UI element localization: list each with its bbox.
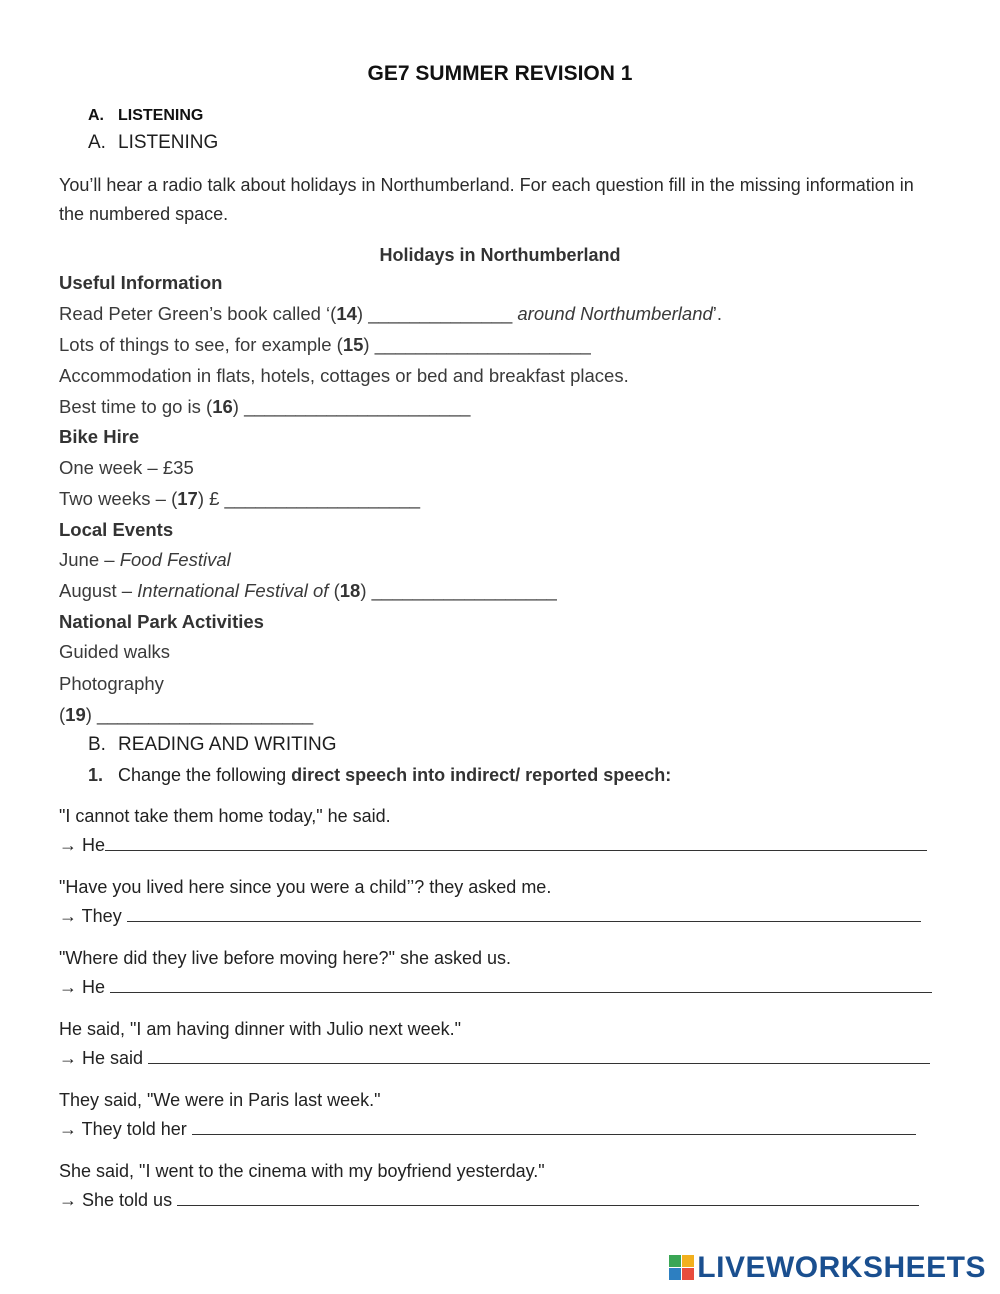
event-june bbox=[59, 549, 231, 571]
question-17 bbox=[59, 488, 420, 510]
answer-blank[interactable] bbox=[110, 978, 932, 993]
q17-number: 17 bbox=[177, 488, 198, 509]
q15-number: 15 bbox=[342, 334, 364, 355]
task-1-instruction bbox=[88, 765, 671, 786]
answer-blank[interactable] bbox=[192, 1120, 916, 1135]
section-label: LISTENING bbox=[118, 107, 204, 124]
events-heading: Local Events bbox=[59, 519, 174, 540]
logo-text: LIVEWORKSHEETS bbox=[697, 1251, 986, 1284]
answer-line[interactable] bbox=[59, 1190, 919, 1211]
q15-blank[interactable]: ) _____________________ bbox=[363, 334, 591, 355]
question-text: "Where did they live before moving here?" she asked us. bbox=[59, 948, 512, 968]
table-title: Holidays in Northumberland bbox=[379, 245, 621, 265]
bike-one-week: One week – £35 bbox=[59, 457, 194, 478]
june-label: June – bbox=[59, 549, 120, 570]
answer-prefix: → He bbox=[59, 977, 111, 997]
task-text-bold: direct speech into indirect/ reported speech: bbox=[291, 765, 672, 785]
q15-prefix: Lots of things to see, for example ( bbox=[59, 334, 343, 355]
section-letter: A. bbox=[88, 132, 106, 153]
august-event: International Festival of bbox=[137, 580, 334, 601]
answer-prefix: → They told her bbox=[59, 1119, 192, 1139]
park-guided-walks: Guided walks bbox=[59, 641, 171, 662]
question-text: "Have you lived here since you were a child’’? they asked me. bbox=[59, 877, 552, 897]
q14-suffix: ’. bbox=[712, 303, 723, 324]
question-15 bbox=[59, 334, 591, 356]
q14-title: around Northumberland bbox=[517, 303, 713, 324]
task-text: Change the following bbox=[118, 765, 292, 785]
answer-prefix: → He bbox=[59, 835, 106, 855]
section-b-heading bbox=[88, 734, 337, 756]
q16-number: 16 bbox=[212, 396, 233, 417]
q16-prefix: Best time to go is ( bbox=[59, 396, 213, 417]
question-14 bbox=[59, 303, 722, 325]
q19-number: 19 bbox=[65, 704, 86, 725]
question-19 bbox=[59, 704, 313, 726]
answer-line[interactable] bbox=[59, 906, 921, 927]
park-heading: National Park Activities bbox=[59, 611, 264, 632]
question-text: "I cannot take them home today," he said. bbox=[59, 806, 391, 826]
section-label: READING AND WRITING bbox=[118, 734, 337, 755]
q19-blank[interactable]: ) _____________________ bbox=[85, 704, 314, 725]
q18-open: ( bbox=[333, 580, 340, 601]
q19-open: ( bbox=[59, 704, 66, 725]
q14-blank[interactable]: ) ______________ bbox=[356, 303, 518, 324]
task-number: 1. bbox=[88, 765, 104, 785]
answer-prefix: → He said bbox=[59, 1048, 149, 1068]
park-photography: Photography bbox=[59, 673, 164, 694]
question-text: He said, "I am having dinner with Julio next week." bbox=[59, 1019, 461, 1039]
page-title: GE7 SUMMER REVISION 1 bbox=[367, 62, 633, 85]
instructions: You’ll hear a radio talk about holidays in Northumberland. For each question fill in the missing information in the numbered space. bbox=[59, 175, 914, 224]
section-a-heading-small bbox=[88, 107, 203, 125]
section-a-heading bbox=[88, 132, 218, 154]
bike-heading: Bike Hire bbox=[59, 426, 140, 447]
answer-line[interactable] bbox=[59, 1048, 930, 1069]
useful-heading: Useful Information bbox=[59, 272, 223, 293]
answer-blank[interactable] bbox=[177, 1191, 919, 1206]
q17-blank[interactable]: ) £ ___________________ bbox=[197, 488, 421, 509]
q18-blank[interactable]: ) __________________ bbox=[360, 580, 557, 601]
liveworksheets-logo bbox=[669, 1252, 986, 1284]
section-label: LISTENING bbox=[118, 132, 219, 153]
question-text: She said, "I went to the cinema with my boyfriend yesterday." bbox=[59, 1161, 545, 1181]
answer-line[interactable] bbox=[59, 977, 932, 998]
june-event: Food Festival bbox=[119, 549, 231, 570]
answer-line[interactable] bbox=[59, 1119, 916, 1140]
question-18 bbox=[59, 580, 557, 602]
q14-number: 14 bbox=[336, 303, 357, 324]
q18-number: 18 bbox=[339, 580, 361, 601]
q17-prefix: Two weeks – ( bbox=[59, 488, 178, 509]
question-16 bbox=[59, 396, 470, 418]
q14-prefix: Read Peter Green’s book called ‘( bbox=[59, 303, 337, 324]
liveworksheets-logo-icon bbox=[669, 1255, 695, 1281]
answer-blank[interactable] bbox=[148, 1049, 930, 1064]
question-text: They said, "We were in Paris last week." bbox=[59, 1090, 381, 1110]
answer-line[interactable] bbox=[59, 835, 927, 856]
answer-prefix: → She told us bbox=[59, 1190, 178, 1210]
answer-blank[interactable] bbox=[127, 907, 921, 922]
answer-prefix: → They bbox=[59, 906, 127, 926]
accommodation-line: Accommodation in flats, hotels, cottages or bed and breakfast places. bbox=[59, 365, 629, 386]
august-label: August – bbox=[59, 580, 138, 601]
section-letter: A. bbox=[88, 107, 104, 124]
answer-blank[interactable] bbox=[105, 836, 927, 851]
q16-blank[interactable]: ) ______________________ bbox=[232, 396, 471, 417]
section-letter: B. bbox=[88, 734, 106, 755]
